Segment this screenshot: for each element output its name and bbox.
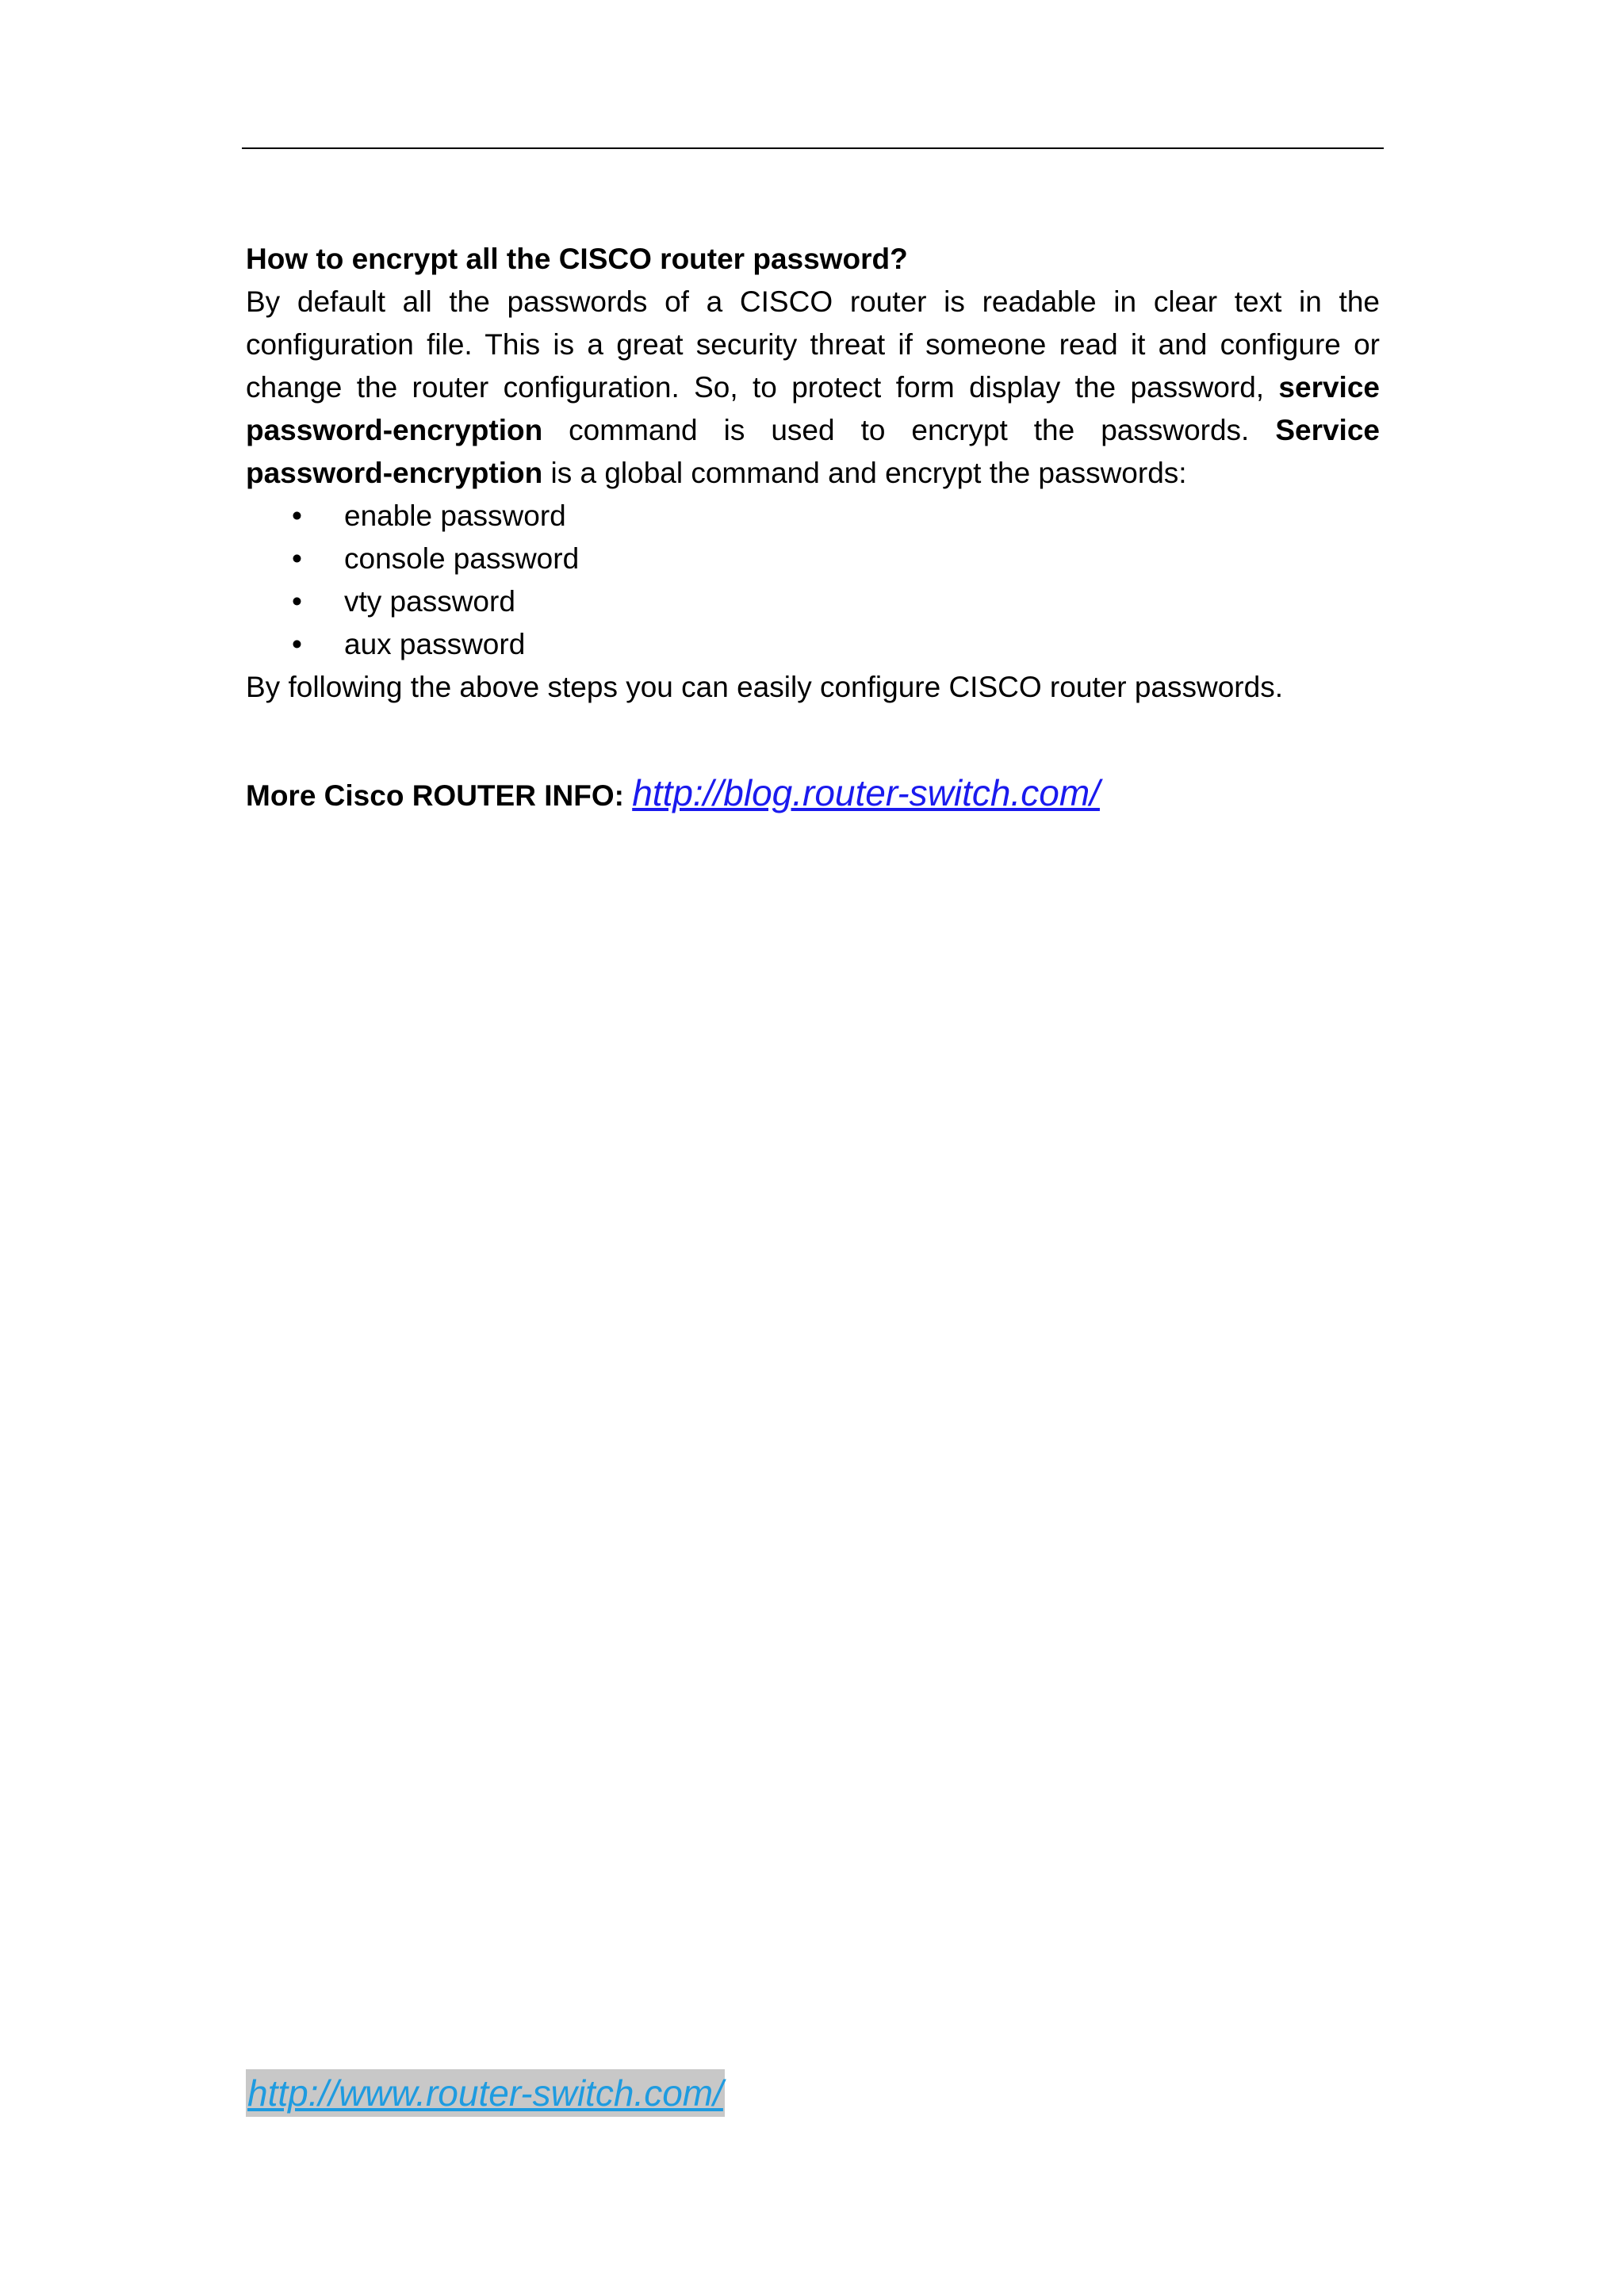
article-heading: How to encrypt all the CISCO router password? — [246, 243, 908, 275]
list-item-label: vty password — [344, 585, 515, 618]
footer-website-link[interactable]: http://www.router-switch.com/ — [246, 2069, 725, 2117]
list-item — [246, 538, 1380, 580]
list-item-label: console password — [344, 542, 580, 575]
paragraph-text-1: By default all the passwords of a CISCO router is readable in clear text in the configuration file. This is a great security threat if someone read it and configure or change the router configuration. So, to protect form display the password, — [246, 285, 1380, 404]
bullet-icon: • — [292, 628, 302, 660]
more-info-label: More Cisco ROUTER INFO: — [246, 779, 633, 812]
bullet-icon: • — [292, 542, 302, 575]
command-service-password-encryption: service password-encryption — [246, 371, 1380, 446]
intro-paragraph — [246, 281, 1380, 495]
header-rule — [242, 147, 1384, 149]
article-body — [246, 238, 1380, 709]
list-item — [246, 580, 1380, 623]
blog-link[interactable]: http://blog.router-switch.com/ — [632, 772, 1100, 813]
closing-paragraph: By following the above steps you can easily configure CISCO router passwords. — [246, 671, 1283, 703]
list-item — [246, 623, 1380, 666]
command-service-password-encryption-2: Service password-encryption — [246, 414, 1380, 489]
list-item-label: aux password — [344, 628, 526, 660]
list-item-label: enable password — [344, 499, 566, 532]
list-item — [246, 495, 1380, 538]
paragraph-text-3: is a global command and encrypt the passwords: — [542, 457, 1187, 489]
bullet-icon: • — [292, 499, 302, 532]
paragraph-text-2: command is used to encrypt the passwords. — [542, 414, 1276, 446]
more-info-line — [246, 769, 1100, 820]
bullet-icon: • — [292, 585, 302, 618]
password-list — [246, 495, 1380, 666]
